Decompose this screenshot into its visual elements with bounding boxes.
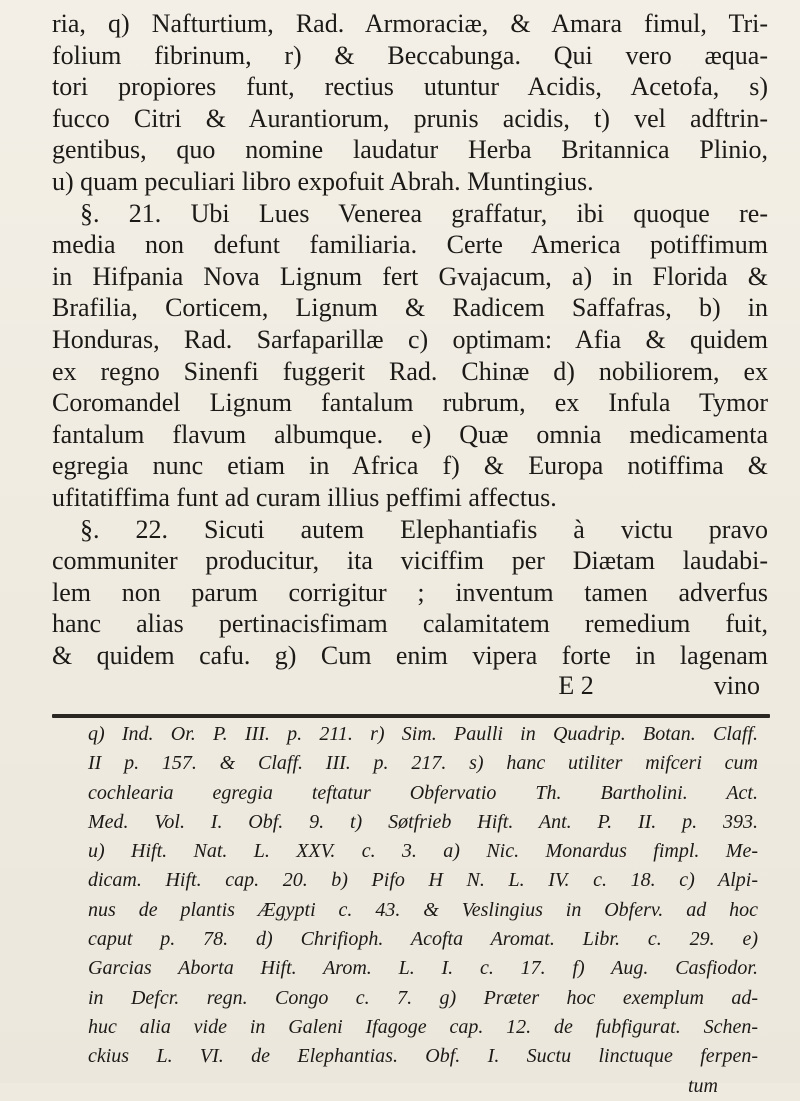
text-line: lem non parum corrigitur ; inventum tamen adverfus xyxy=(52,577,768,607)
text-line: fucco Citri & Aurantiorum, prunis acidis, t) vel adftrin- xyxy=(52,103,768,133)
footnote-line: huc alia vide in Galeni Ifagoge cap. 12. de fubfigurat. Schen- xyxy=(88,1015,758,1038)
text-line: hanc alias pertinacisfimam calamitatem remedium fuit, xyxy=(52,609,768,639)
main-text xyxy=(52,8,768,701)
text-line: in Hifpania Nova Lignum fert Gvajacum, a) in Florida & xyxy=(52,261,768,291)
text-line: fantalum flavum albumque. e) Quæ omnia medicamenta xyxy=(52,419,768,449)
section-22-heading: §. 22. Sicuti autem Elephantiafis à victu pravo xyxy=(80,514,768,544)
footnote-line: Med. Vol. I. Obf. 9. t) Søtfrieb Hift. Ant. P. II. p. 393. xyxy=(88,810,758,833)
text-line: ria, q) Nafturtium, Rad. Armoraciæ, & Amara fimul, Tri- xyxy=(52,9,768,38)
catchline xyxy=(52,671,768,701)
footnote-rule xyxy=(52,714,770,718)
text-line: & quidem cafu. g) Cum enim vipera forte in lagenam xyxy=(52,640,768,670)
footnote-line: nus de plantis Ægypti c. 43. & Veslingius in Obferv. ad hoc xyxy=(88,898,758,921)
text-line: u) quam peculiari libro expofuit Abrah. Muntingius. xyxy=(52,166,594,196)
text-line: Honduras, Rad. Sarfaparillæ c) optimam: Afia & quidem xyxy=(52,324,768,354)
footnote-line: in Defcr. regn. Congo c. 7. g) Præter hoc exemplum ad- xyxy=(88,986,758,1009)
text-line: communiter producitur, ita viciffim per Diætam laudabi- xyxy=(52,546,768,576)
text-line: folium fibrinum, r) & Beccabunga. Qui vero æqua- xyxy=(52,40,768,70)
text-line: ex regno Sinenfi fuggerit Rad. Chinæ d) nobiliorem, ex xyxy=(52,356,768,386)
footnote-line: Garcias Aborta Hift. Arom. L. I. c. 17. f) Aug. Casfiodor. xyxy=(88,957,758,980)
signature-mark: E 2 xyxy=(558,671,594,701)
footnote-line: q) Ind. Or. P. III. p. 211. r) Sim. Paulli in Quadrip. Botan. Claff. xyxy=(88,723,758,745)
footnotes xyxy=(88,720,758,1101)
footnote-line: dicam. Hift. cap. 20. b) Pifo H N. L. IV. c. 18. c) Alpi- xyxy=(88,869,758,892)
footnote-line: II p. 157. & Claff. III. p. 217. s) hanc utiliter mifceri cum xyxy=(88,752,758,775)
text-line: media non defunt familiaria. Certe America potiffimum xyxy=(52,230,768,260)
footnote-line: ckius L. VI. de Elephantias. Obf. I. Suctu linctuque ferpen- xyxy=(88,1045,758,1068)
catchword: vino xyxy=(713,671,760,701)
footnote-line: tum xyxy=(688,1074,718,1097)
text-line: Coromandel Lignum fantalum rubrum, ex Infula Tymor xyxy=(52,388,768,418)
section-21-heading: §. 21. Ubi Lues Venerea graffatur, ibi quoque re- xyxy=(80,198,768,228)
text-line: gentibus, quo nomine laudatur Herba Britannica Plinio, xyxy=(52,135,768,165)
text-line: ufitatiffima funt ad curam illius peffimi affectus. xyxy=(52,482,557,512)
footnote-line: caput p. 78. d) Chrifioph. Acofta Aromat. Libr. c. 29. e) xyxy=(88,928,758,951)
footnote-line: cochlearia egregia teftatur Obfervatio Th. Bartholini. Act. xyxy=(88,781,758,804)
text-line: egregia nunc etiam in Africa f) & Europa notiffima & xyxy=(52,451,768,481)
text-line: Brafilia, Corticem, Lignum & Radicem Saffafras, b) in xyxy=(52,293,768,323)
footnote-line: u) Hift. Nat. L. XXV. c. 3. a) Nic. Monardus fimpl. Me- xyxy=(88,840,758,863)
text-line: tori propiores funt, rectius utuntur Acidis, Acetofa, s) xyxy=(52,72,768,102)
